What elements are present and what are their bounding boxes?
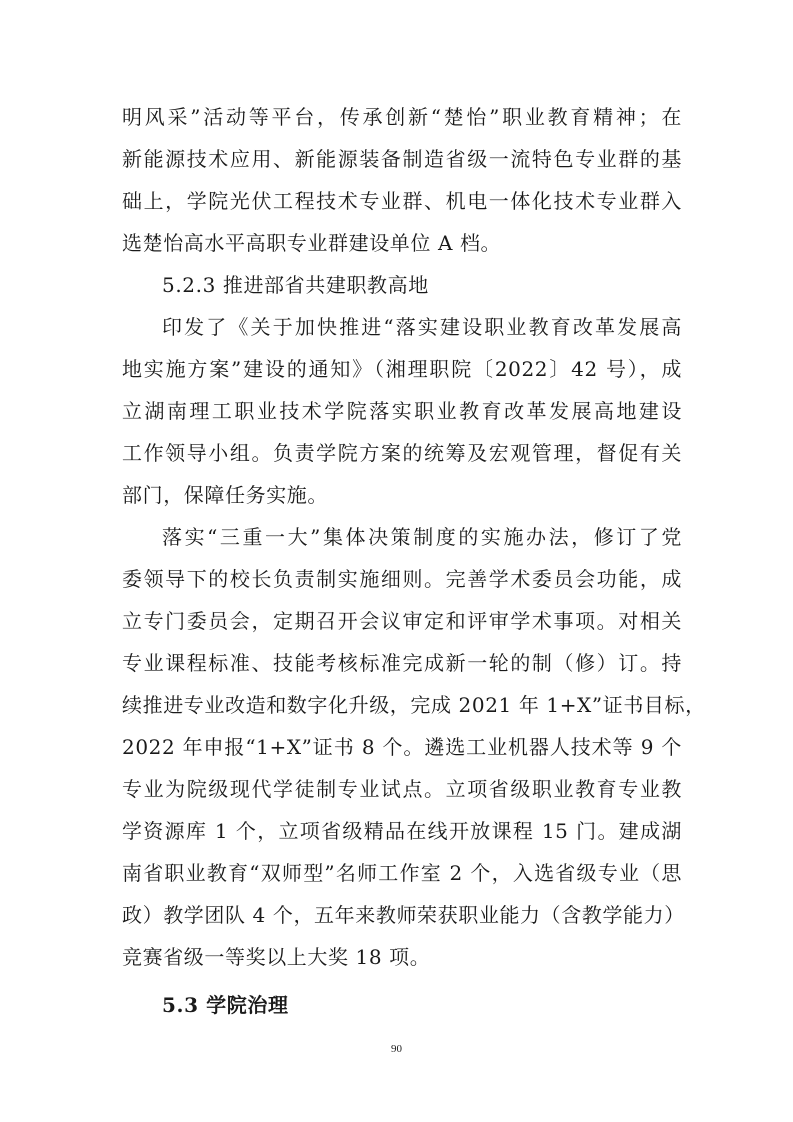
paragraph-line: 础上，学院光伏工程技术专业群、机电一体化技术专业群入: [122, 189, 682, 213]
section-heading: 5.3 学院治理: [162, 993, 289, 1017]
paragraph-line: 续推进专业改造和数字化升级，完成 2021 年 1+X”证书目标，: [122, 693, 706, 717]
paragraph-line: 落实“三重一大”集体决策制度的实施办法，修订了党: [162, 525, 682, 549]
paragraph-line: 部门，保障任务实施。: [122, 483, 328, 507]
paragraph-line: 委领导下的校长负责制实施细则。完善学术委员会功能，成: [122, 567, 682, 591]
paragraph-line: 专业课程标准、技能考核标准完成新一轮的制（修）订。持: [122, 651, 682, 675]
paragraph-line: 竞赛省级一等奖以上大奖 18 项。: [122, 945, 431, 969]
paragraph-line: 明风采”活动等平台，传承创新“楚怡”职业教育精神；在: [122, 105, 682, 129]
paragraph-line: 2022 年申报“1+X”证书 8 个。遴选工业机器人技术等 9 个: [122, 735, 682, 759]
paragraph-line: 专业为院级现代学徒制专业试点。立项省级职业教育专业教: [122, 777, 682, 801]
paragraph-line: 学资源库 1 个，立项省级精品在线开放课程 15 门。建成湖: [122, 819, 682, 843]
paragraph-line: 立专门委员会，定期召开会议审定和评审学术事项。对相关: [122, 609, 682, 633]
paragraph-line: 立湖南理工职业技术学院落实职业教育改革发展高地建设: [122, 399, 682, 423]
paragraph-line: 南省职业教育“双师型”名师工作室 2 个，入选省级专业（思: [122, 861, 682, 885]
page-number: 90: [391, 1043, 402, 1055]
paragraph-line: 地实施方案”建设的通知》（湘理职院〔2022〕42 号），成: [122, 357, 682, 381]
paragraph-line: 印发了《关于加快推进“落实建设职业教育改革发展高: [162, 315, 682, 339]
paragraph-line: 政）教学团队 4 个，五年来教师荣获职业能力（含教学能力）: [122, 903, 685, 927]
paragraph-line: 工作领导小组。负责学院方案的统筹及宏观管理，督促有关: [122, 441, 682, 465]
paragraph-line: 新能源技术应用、新能源装备制造省级一流特色专业群的基: [122, 147, 682, 171]
section-heading: 5.2.3 推进部省共建职教高地: [162, 273, 429, 297]
paragraph-line: 选楚怡高水平高职专业群建设单位 A 档。: [122, 231, 502, 255]
